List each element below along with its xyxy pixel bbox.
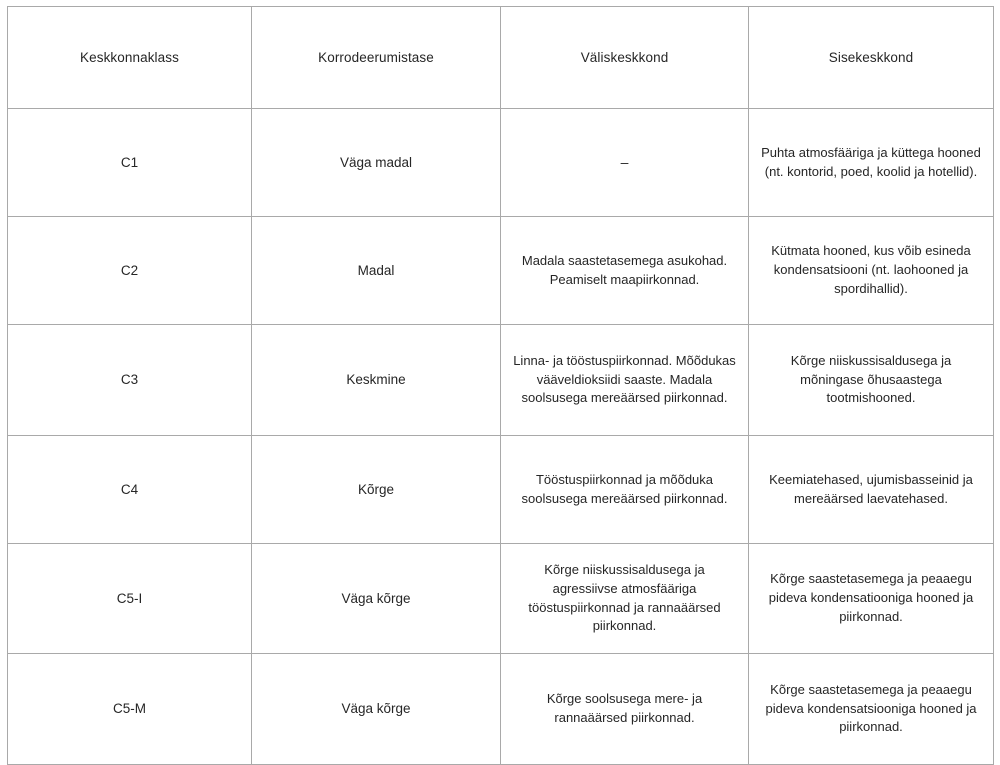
column-header-korrodeerumistase: Korrodeerumistase — [252, 7, 501, 109]
table-row — [8, 217, 994, 325]
cell-indoor-environment: Keemiatehased, ujumisbasseinid ja mereäärsed laevatehased. — [749, 436, 994, 544]
cell-environment-class: C1 — [8, 109, 252, 217]
corrosion-table-wrapper — [7, 6, 993, 735]
cell-corrosion-level: Väga madal — [252, 109, 501, 217]
cell-environment-class: C5-I — [8, 544, 252, 654]
table-row — [8, 436, 994, 544]
cell-environment-class: C2 — [8, 217, 252, 325]
cell-outdoor-environment: Madala saastetasemega asukohad. Peamiselt maapiirkonnad. — [501, 217, 749, 325]
cell-corrosion-level: Madal — [252, 217, 501, 325]
cell-indoor-environment: Kõrge niiskussisaldusega ja mõningase õhusaastega tootmishooned. — [749, 325, 994, 436]
cell-outdoor-environment: Tööstuspiirkonnad ja mõõduka soolsusega mereäärsed piirkonnad. — [501, 436, 749, 544]
cell-corrosion-level: Väga kõrge — [252, 544, 501, 654]
corrosion-categories-table — [7, 6, 994, 765]
table-header — [8, 7, 994, 109]
table-row — [8, 325, 994, 436]
cell-corrosion-level: Kõrge — [252, 436, 501, 544]
cell-indoor-environment: Puhta atmosfääriga ja küttega hooned (nt. kontorid, poed, koolid ja hotellid). — [749, 109, 994, 217]
cell-environment-class: C3 — [8, 325, 252, 436]
cell-corrosion-level: Keskmine — [252, 325, 501, 436]
table-header-row — [8, 7, 994, 109]
cell-outdoor-environment: Kõrge niiskussisaldusega ja agressiivse atmosfääriga tööstuspiirkonnad ja rannaäärsed piirkonnad. — [501, 544, 749, 654]
cell-environment-class: C5-M — [8, 654, 252, 765]
cell-environment-class: C4 — [8, 436, 252, 544]
column-header-sisekeskkond: Sisekeskkond — [749, 7, 994, 109]
table-row — [8, 654, 994, 765]
cell-indoor-environment: Kütmata hooned, kus võib esineda kondensatsiooni (nt. laohooned ja spordihallid). — [749, 217, 994, 325]
table-body — [8, 109, 994, 765]
cell-corrosion-level: Väga kõrge — [252, 654, 501, 765]
cell-outdoor-environment: Kõrge soolsusega mere- ja rannaäärsed piirkonnad. — [501, 654, 749, 765]
cell-indoor-environment: Kõrge saastetasemega ja peaaegu pideva kondensatiooniga hooned ja piirkonnad. — [749, 544, 994, 654]
cell-outdoor-environment: Linna- ja tööstuspiirkonnad. Mõõdukas vääveldioksiidi saaste. Madala soolsusega mereäärsed piirkonnad. — [501, 325, 749, 436]
column-header-valiskeskkond: Väliskeskkond — [501, 7, 749, 109]
cell-outdoor-environment: – — [501, 109, 749, 217]
table-row — [8, 109, 994, 217]
table-row — [8, 544, 994, 654]
cell-indoor-environment: Kõrge saastetasemega ja peaaegu pideva kondensatsiooniga hooned ja piirkonnad. — [749, 654, 994, 765]
column-header-keskkonnaklass: Keskkonnaklass — [8, 7, 252, 109]
